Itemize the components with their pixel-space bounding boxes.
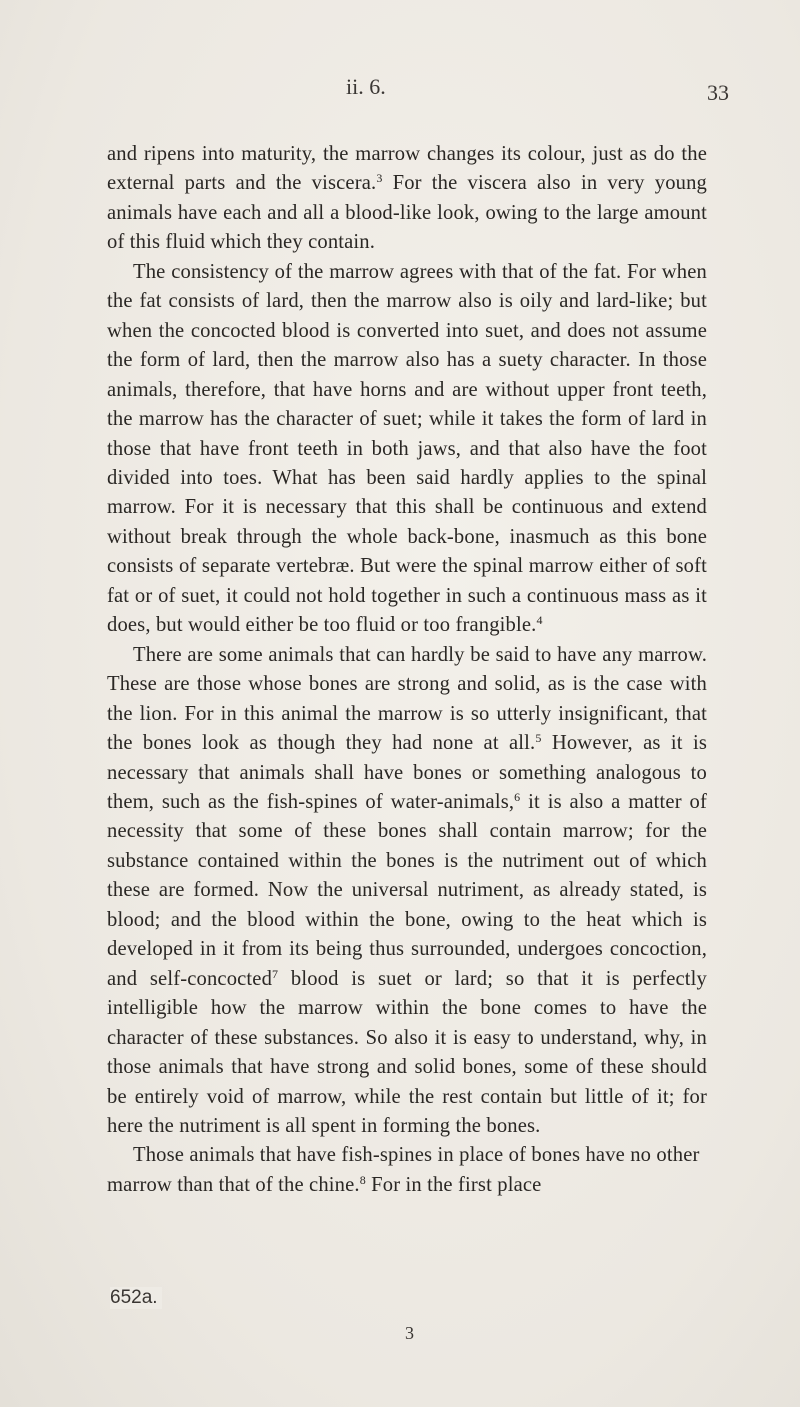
footnote-marker: 6	[514, 789, 521, 804]
body-text	[107, 140, 707, 1200]
bekker-page-mark: 652a.	[110, 1287, 162, 1309]
paragraph-text: Those animals that have fish-spines in place of bones have no other marrow than that of the chine.	[107, 1144, 700, 1196]
paragraph	[107, 1141, 707, 1200]
footnote-marker: 8	[359, 1172, 366, 1187]
paragraph	[107, 641, 707, 1142]
paragraph-text: it is also a matter of necessity that some of these bones shall contain marrow; for the substance contained within the bones is the nutriment out of which these are formed. Now the universal nutriment, as already stated, is blood; and the blood within the bone, owing to the heat which is developed in it from its being thus surrounded, undergoes concoction, and self-concocted	[107, 790, 707, 990]
paragraph-text: and ripens into maturity, the marrow changes its colour, just as do the external parts and the viscera.	[107, 143, 707, 195]
paragraph-text: There are some animals that can hardly be said to have any marrow. These are those whose bones are strong and solid, as is the case with the lion. For in this animal the marrow is so utterly insignificant, that the bones look as though they had none at all.	[107, 643, 707, 755]
running-header	[0, 74, 800, 114]
paragraph-text: For in the first place	[365, 1173, 542, 1196]
gathering-number: 3	[405, 1323, 414, 1343]
page-number: 33	[707, 80, 729, 105]
paragraph-text: The consistency of the marrow agrees with that of the fat. For when the fat consists of lard, then the marrow also is oily and lard-like; but when the concocted blood is converted into suet, and does not assume the form of lard, then the marrow also has a suety character. In those animals, therefore, that have horns and are without upper front teeth, the marrow has the character of suet; while it takes the form of lard in those that have front teeth in both jaws, and that also have the foot divided into toes. What has been said hardly applies to the spinal marrow. For it is necessary that this shall be continuous and extend without break through the whole back-bone, inasmuch as this bone consists of separate vertebræ. But were the spinal marrow either of soft fat or of suet, it could not hold together in such a continuous mass as it does, but would either be too fluid or too frangible.	[107, 260, 707, 637]
paragraph-text: For the viscera also in very young animals have each and all a blood-like look, owing to the large amount of this fluid which they contain.	[107, 172, 707, 254]
footnote-marker: 7	[272, 966, 279, 981]
paragraph-text: blood is suet or lard; so that it is perfectly intelligible how the marrow within the bone comes to have the character of these substances. So also it is easy to understand, why, in those animals that have strong and solid bones, some of these should be entirely void of marrow, while the rest contain but little of it; for here the nutriment is all spent in forming the bones.	[107, 967, 707, 1137]
section-reference: ii. 6.	[346, 74, 386, 99]
footnote-marker: 5	[535, 731, 542, 746]
footnote-marker: 4	[536, 613, 543, 628]
paragraph-text: However, as it is necessary that animals shall have bones or something analogous to them, such as the fish-spines of water-animals,	[107, 732, 707, 813]
paragraph	[107, 258, 707, 641]
paragraph	[107, 140, 707, 258]
footnote-marker: 3	[376, 171, 383, 186]
